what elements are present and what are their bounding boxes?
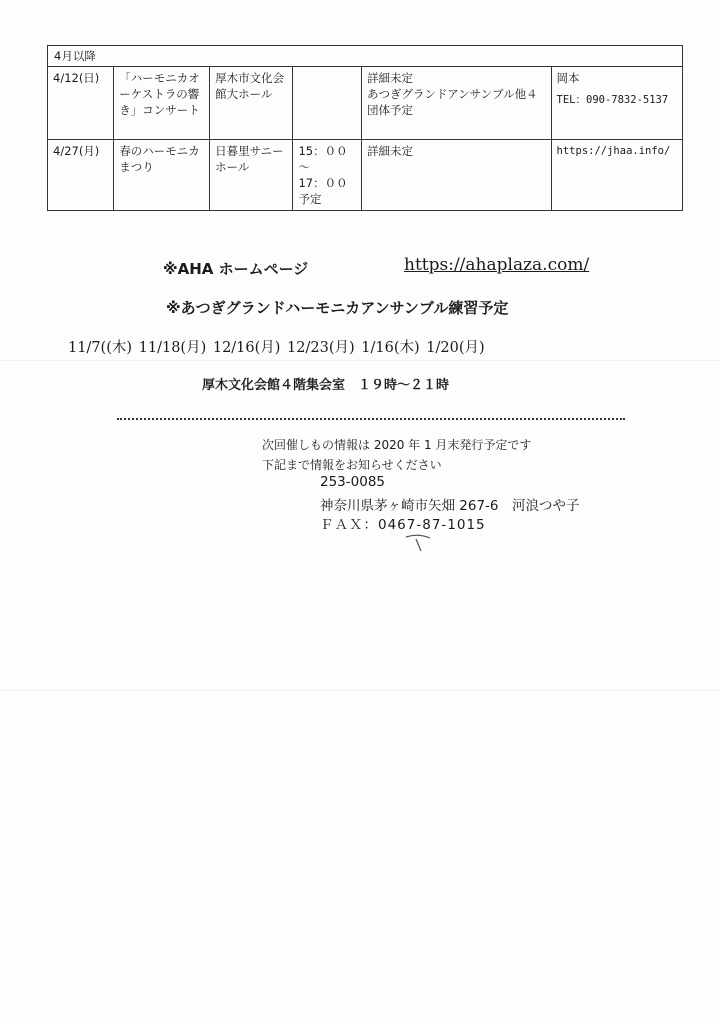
- paper-fold-line: [0, 360, 720, 361]
- section-header: 4月以降: [48, 46, 683, 67]
- contact-phone: TEL：090-7832-5137: [556, 94, 669, 106]
- event-time: [293, 140, 362, 211]
- table-section-row: [48, 46, 683, 67]
- event-venue: 厚木市文化会館大ホール: [210, 67, 293, 140]
- event-date: 4/27(月): [48, 140, 114, 211]
- table-row: [48, 67, 683, 140]
- event-time-line: 15：００～: [298, 144, 348, 174]
- event-details: [361, 67, 551, 140]
- event-title: 「ハーモニカオーケストラの響き」コンサート: [114, 67, 210, 140]
- postal-code: 253-0085: [320, 474, 385, 490]
- event-venue: 日暮里サニーホール: [210, 140, 293, 211]
- practice-venue-time: 厚木文化会館４階集会室 １９時～２１時: [202, 378, 450, 393]
- contact-url: https://jhaa.info/: [556, 145, 671, 157]
- contact-name: 岡本: [556, 71, 580, 85]
- event-detail-line: 詳細未定: [366, 144, 413, 158]
- homepage-url-link[interactable]: https://ahaplaza.com/: [404, 255, 590, 275]
- event-details: [361, 140, 551, 211]
- events-table: [47, 45, 683, 211]
- event-time-line: 予定: [298, 192, 322, 206]
- event-contact: [551, 140, 682, 211]
- fax-number: ＦＡＸ：0467-87-1015: [320, 517, 486, 533]
- paper-fold-line: [0, 690, 720, 691]
- event-detail-line: 詳細未定: [366, 71, 413, 85]
- practice-dates: 11/7((木) 11/18(月) 12/16(月) 12/23(月) 1/16(木) 1/20(月): [68, 340, 485, 356]
- pen-mark: [404, 531, 444, 555]
- event-title: 春のハーモニカまつり: [114, 140, 210, 211]
- address: 神奈川県茅ヶ崎市矢畑 267-6 河浪つや子: [320, 498, 580, 514]
- event-time: [293, 67, 362, 140]
- next-info-notice: 次回催しもの情報は 2020 年 1 月末発行予定です: [262, 438, 532, 452]
- dotted-divider: [117, 418, 625, 420]
- event-detail-line: あつぎグランドアンサンブル他４団体予定: [366, 87, 538, 117]
- event-time-line: 17：００: [298, 176, 348, 190]
- event-date: 4/12(日): [48, 67, 114, 140]
- table-row: [48, 140, 683, 211]
- homepage-label: ※AHA ホームページ: [163, 260, 309, 278]
- event-contact: [551, 67, 682, 140]
- practice-heading: ※あつぎグランドハーモニカアンサンブル練習予定: [166, 299, 509, 317]
- contact-request: 下記まで情報をお知らせください: [262, 458, 442, 472]
